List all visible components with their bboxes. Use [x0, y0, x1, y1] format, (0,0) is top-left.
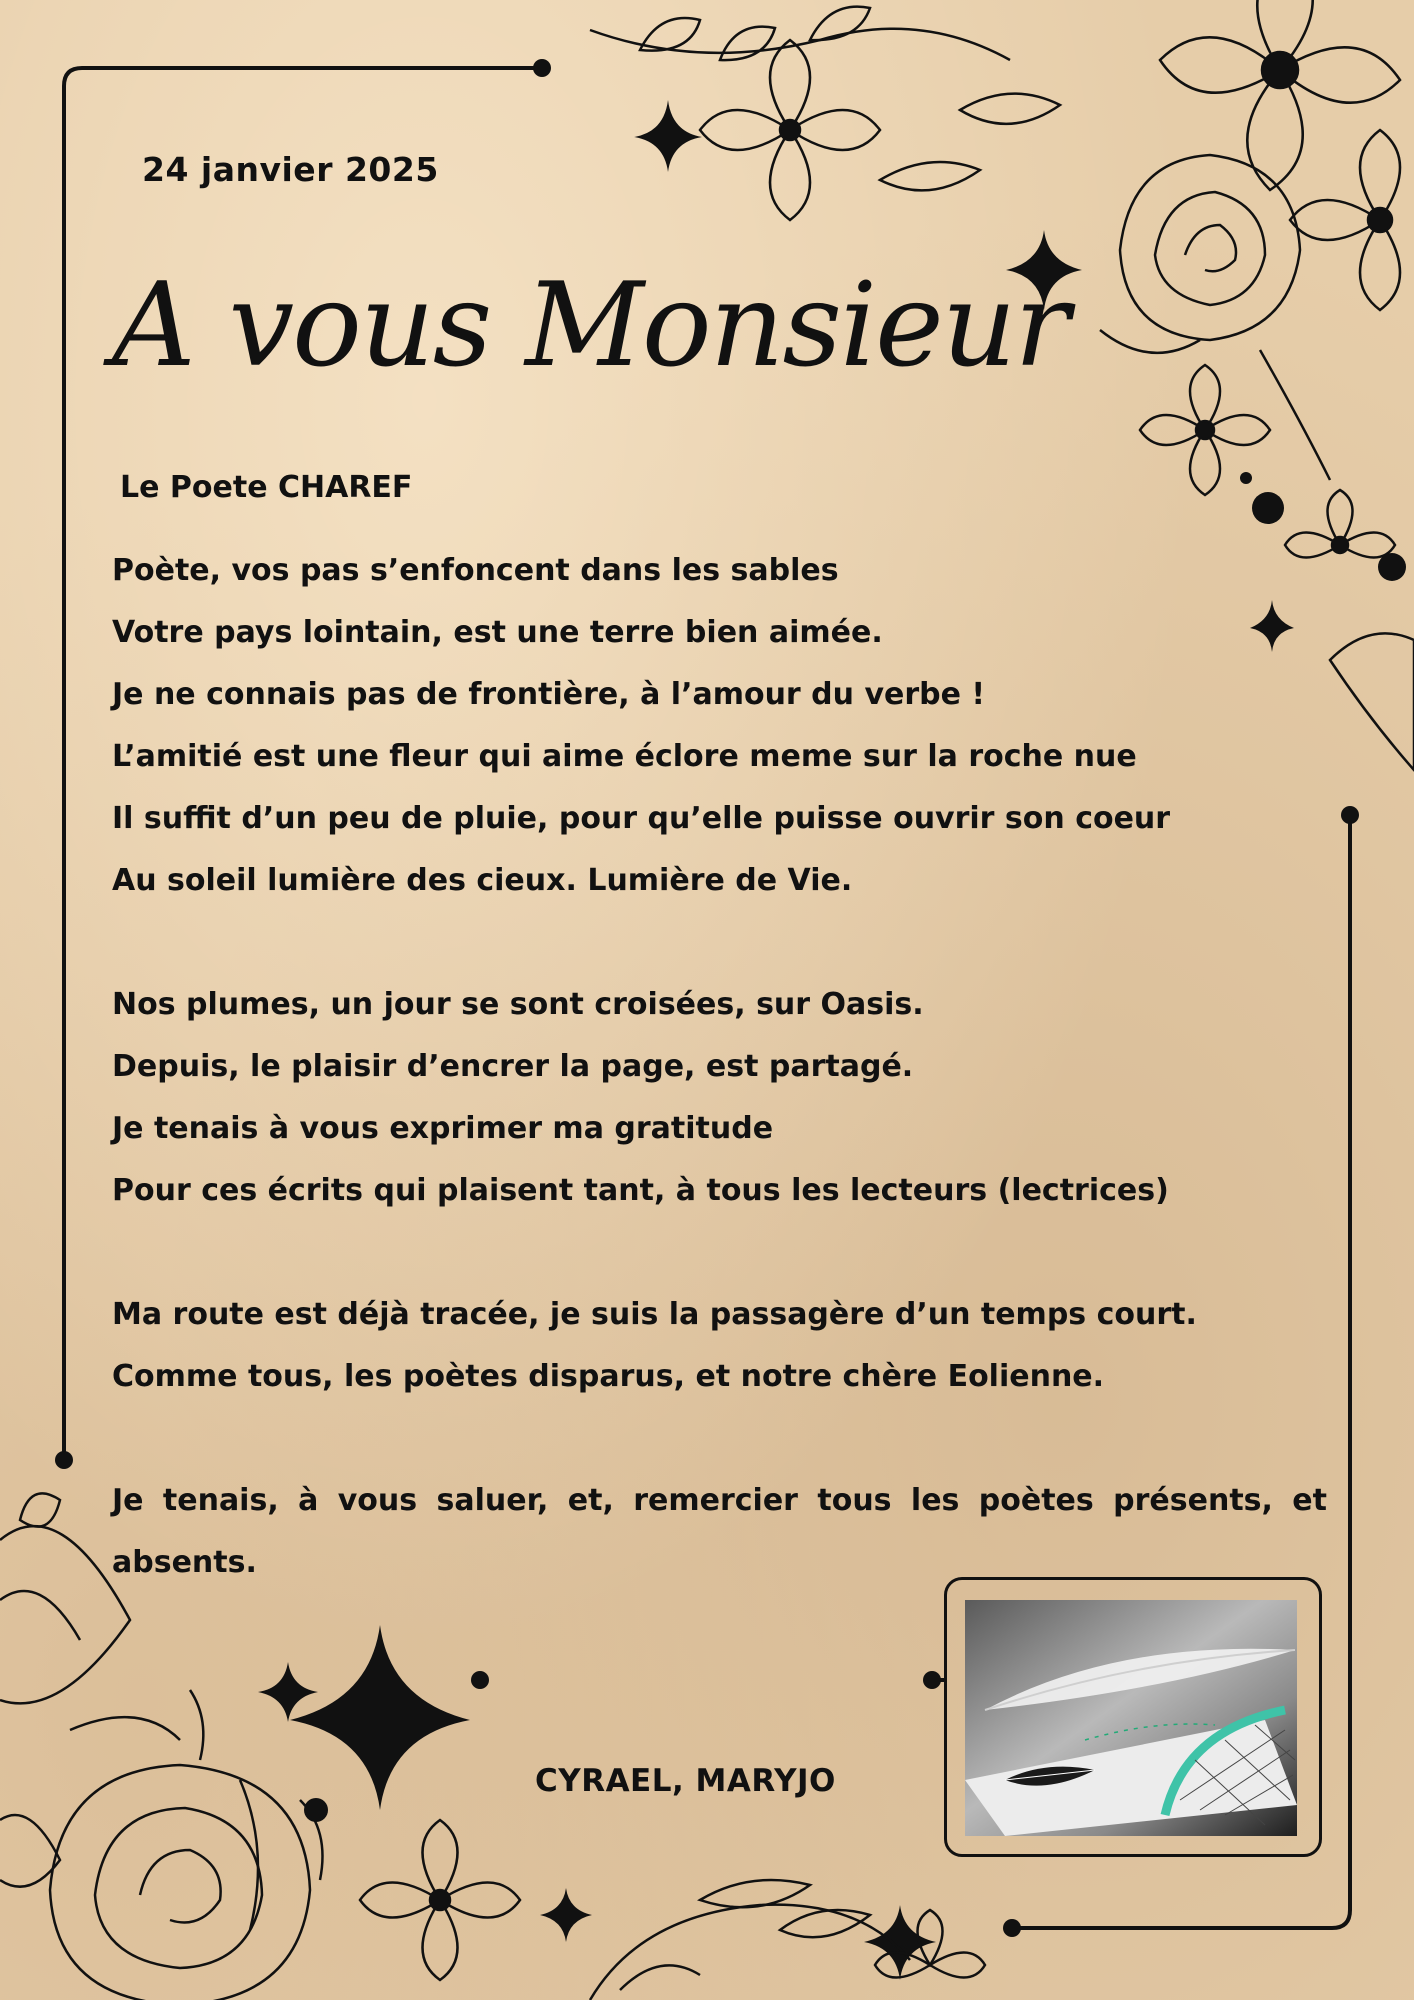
poem-title: A vous Monsieur — [112, 258, 1068, 393]
poem-line: Pour ces écrits qui plaisent tant, à tous les lecteurs (lectrices) — [112, 1173, 1169, 1208]
poem-dedication: Le Poete CHAREF — [120, 470, 413, 505]
poem-line: Nos plumes, un jour se sont croisées, sur Oasis. — [112, 987, 924, 1022]
poem-line: Au soleil lumière des cieux. Lumière de Vie. — [112, 863, 853, 898]
poem-line: Comme tous, les poètes disparus, et notre chère Eolienne. — [112, 1359, 1105, 1394]
poem-body — [112, 540, 1327, 1594]
photo-frame — [944, 1577, 1322, 1857]
poem-line: Votre pays lointain, est une terre bien aimée. — [112, 615, 883, 650]
poem-line: Ma route est déjà tracée, je suis la passagère d’un temps court. — [112, 1297, 1197, 1332]
feather-dreamcatcher-photo — [965, 1600, 1297, 1836]
poem-line: L’amitié est une fleur qui aime éclore meme sur la roche nue — [112, 739, 1137, 774]
poem-line: Je tenais à vous exprimer ma gratitude — [112, 1111, 774, 1146]
poem-line: Poète, vos pas s’enfoncent dans les sables — [112, 553, 839, 588]
poem-line: Je tenais, à vous saluer, et, remercier tous les poètes présents, et absents. — [112, 1483, 1327, 1580]
poem-line: Je ne connais pas de frontière, à l’amour du verbe ! — [112, 677, 986, 712]
feather-icon — [965, 1600, 1297, 1836]
poem-line: Depuis, le plaisir d’encrer la page, est partagé. — [112, 1049, 914, 1084]
poem-line: Il suffit d’un peu de pluie, pour qu’elle puisse ouvrir son coeur — [112, 801, 1171, 836]
signature: CYRAEL, MARYJO — [535, 1763, 836, 1799]
letter-date: 24 janvier 2025 — [142, 150, 439, 189]
